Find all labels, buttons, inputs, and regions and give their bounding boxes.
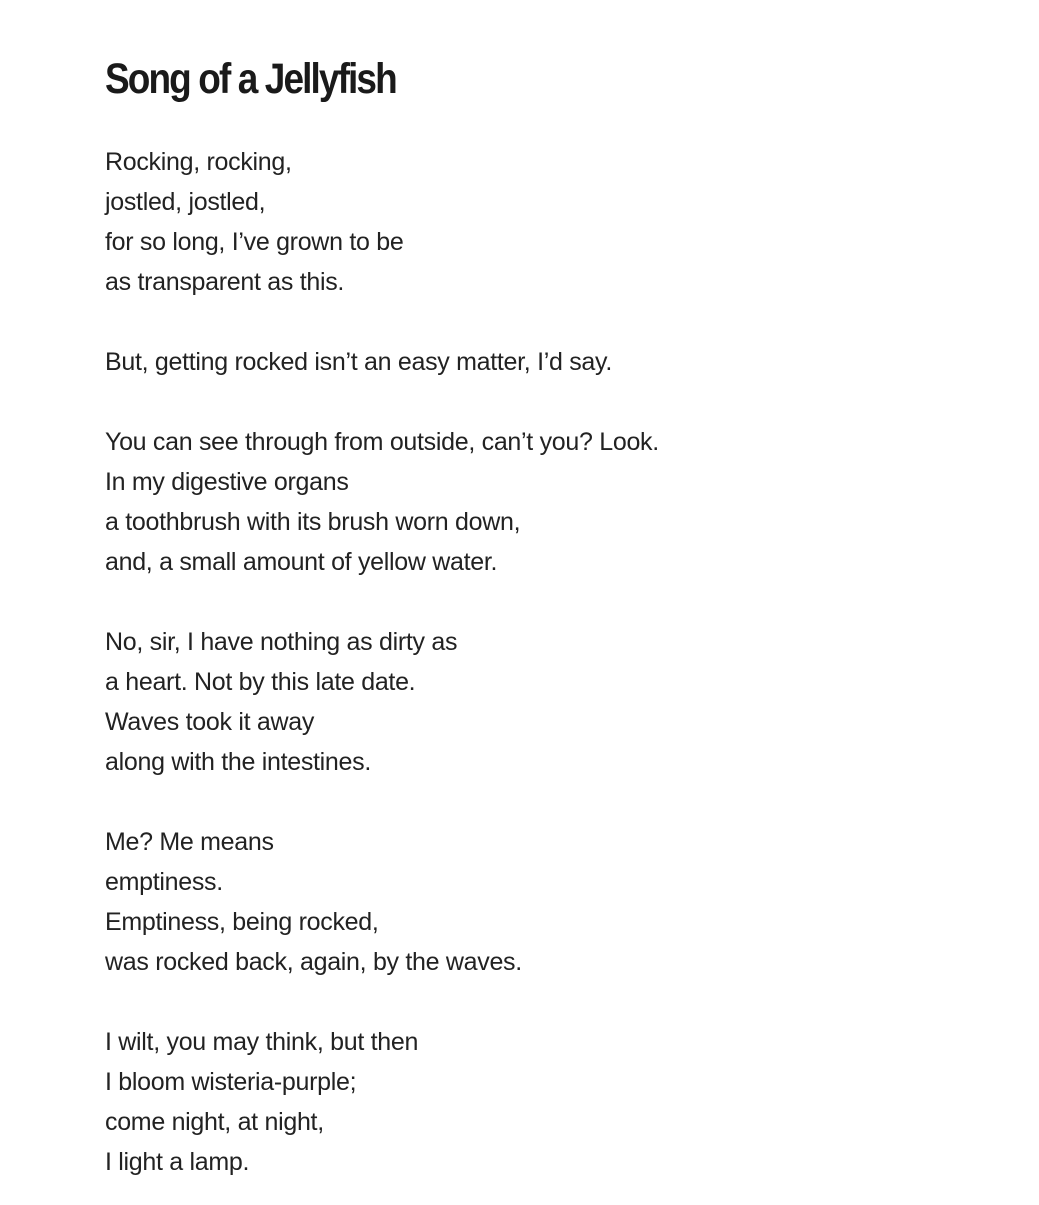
- poem-body: [105, 142, 659, 1182]
- stanza-5: [105, 822, 659, 982]
- poem-line: and, a small amount of yellow water.: [105, 548, 498, 576]
- poem-line: No, sir, I have nothing as dirty as: [105, 628, 458, 656]
- poem-line: I bloom wisteria-purple;: [105, 1068, 357, 1096]
- poem-line: But, getting rocked isn’t an easy matter, I’d say.: [105, 348, 613, 376]
- poem-line: jostled, jostled,: [105, 188, 266, 216]
- poem-line: come night, at night,: [105, 1108, 324, 1136]
- stanza-1: [105, 142, 659, 302]
- stanza-2: [105, 342, 659, 382]
- poem-line: was rocked back, again, by the waves.: [105, 948, 522, 976]
- poem-line: along with the intestines.: [105, 748, 371, 776]
- poem-line: for so long, I’ve grown to be: [105, 228, 404, 256]
- stanza-6: [105, 1022, 659, 1182]
- poem-line: Rocking, rocking,: [105, 148, 292, 176]
- poem-line: Me? Me means: [105, 828, 274, 856]
- stanza-3: [105, 422, 659, 582]
- poem-line: as transparent as this.: [105, 268, 345, 296]
- poem-line: I light a lamp.: [105, 1148, 250, 1176]
- poem-line: a heart. Not by this late date.: [105, 668, 416, 696]
- poem-line: Emptiness, being rocked,: [105, 908, 379, 936]
- poem-line: In my digestive organs: [105, 468, 349, 496]
- poem-title: Song of a Jellyfish: [105, 55, 396, 103]
- stanza-4: [105, 622, 659, 782]
- poem-line: a toothbrush with its brush worn down,: [105, 508, 521, 536]
- poem-line: I wilt, you may think, but then: [105, 1028, 419, 1056]
- poem-line: emptiness.: [105, 868, 223, 896]
- poem-line: Waves took it away: [105, 708, 315, 736]
- poem-line: You can see through from outside, can’t you? Look.: [105, 428, 659, 456]
